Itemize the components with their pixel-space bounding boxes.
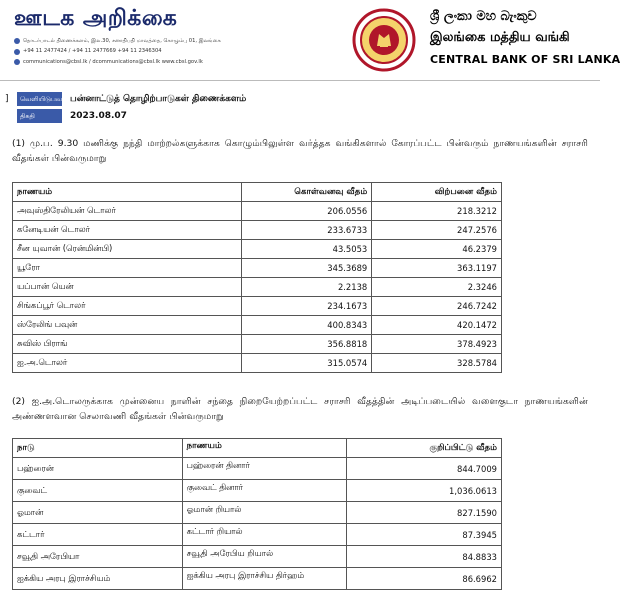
phone-icon — [14, 49, 20, 55]
selling-rate-cell: 420.1472 — [372, 316, 502, 335]
indicative-rate-cell: 86.6962 — [347, 568, 502, 590]
currency-cell: ஓமான் றியால் — [182, 502, 347, 524]
table-row — [13, 502, 502, 524]
table-row — [13, 278, 502, 297]
buying-rate-cell: 206.0556 — [242, 202, 372, 221]
currency-cell: சிங்கப்பூர் டொலர் — [13, 297, 242, 316]
buying-rate-cell: 2.2138 — [242, 278, 372, 297]
selling-rate-cell: 246.7242 — [372, 297, 502, 316]
bank-name-tamil: இலங்கை மத்திய வங்கி — [430, 30, 570, 45]
cbsl-seal-icon — [349, 8, 419, 72]
bracket-mark: ] — [5, 94, 9, 104]
selling-rate-cell: 46.2379 — [372, 240, 502, 259]
currency-cell: கட்டார் றியால் — [182, 524, 347, 546]
email-icon — [14, 59, 20, 65]
country-cell: சவூதி அரேபியா — [13, 546, 183, 568]
indicative-rate-cell: 1,036.0613 — [347, 480, 502, 502]
table-header-row — [13, 439, 502, 458]
col-country: நாடு — [13, 439, 183, 458]
contact-address: தொடர்பாடல் திணைக்களம், இல.30, சனாதிபதி மாவத்தை, கொழும்பு 01, இலங்கை — [14, 36, 221, 46]
buying-rate-cell: 315.0574 — [242, 354, 372, 373]
table-row — [13, 240, 502, 259]
table-row — [13, 259, 502, 278]
country-cell: பஹ்ரைன் — [13, 458, 183, 480]
contact-phone: +94 11 2477424 / +94 11 2477669 +94 11 2346304 — [14, 46, 221, 56]
currency-cell: யூரோ — [13, 259, 242, 278]
col-buying-rate: கொள்வனவு வீதம் — [242, 183, 372, 202]
table-row — [13, 335, 502, 354]
table-row — [13, 316, 502, 335]
section2-intro: (2) ஐ.அ.டொலருக்காக முன்னைய நாளின் சந்தை நிறையேற்றப்பட்ட சராசரி வீதத்தின் அடிப்படையில் வளைகுடா நாணயங்களின் அண்ணளவான செலாவணி வீதங்கள் பின்வருமாறு — [12, 396, 588, 422]
indicative-rate-cell: 844.7009 — [347, 458, 502, 480]
table-row — [13, 480, 502, 502]
section1-intro: (1) மு.ப. 9.30 மணிக்கு நந்தி மாற்றல்களுக்காக கொழும்பிலுள்ள வர்த்தக வங்கிகளால் கோரப்பட்ட பின்வரும் நாணயங்களின் சராசரி வீதங்கள் பின்வருமாறு — [12, 138, 588, 164]
exchange-rates-table — [12, 182, 502, 373]
country-cell: கட்டார் — [13, 524, 183, 546]
table-row — [13, 524, 502, 546]
currency-cell: சீன யுவான் (ரென்மின்பி) — [13, 240, 242, 259]
issued-by-value: பன்னாட்டுத் தொழிற்பாடுகள் திணைக்களம் — [70, 93, 247, 104]
buying-rate-cell: 233.6733 — [242, 221, 372, 240]
currency-cell: ஐ.அ.டொலர் — [13, 354, 242, 373]
date-label: திகதி — [17, 109, 62, 123]
buying-rate-cell: 234.1673 — [242, 297, 372, 316]
currency-cell: யப்பான் யென் — [13, 278, 242, 297]
selling-rate-cell: 2.3246 — [372, 278, 502, 297]
table-row — [13, 546, 502, 568]
date-row — [17, 108, 246, 124]
table-header-row — [13, 183, 502, 202]
location-icon — [14, 38, 20, 44]
contact-email[interactable]: communications@cbsl.lk / dcommunications@cbsl.lk www.cbsl.gov.lk — [14, 57, 221, 67]
table-row — [13, 202, 502, 221]
currency-cell: ஐக்கிய அரபு இராச்சிய திர்ஹம் — [182, 568, 347, 590]
country-cell: குவைட் — [13, 480, 183, 502]
bank-name-english: CENTRAL BANK OF SRI LANKA — [430, 53, 620, 66]
selling-rate-cell: 363.1197 — [372, 259, 502, 278]
indicative-rate-cell: 84.8833 — [347, 546, 502, 568]
table-row — [13, 297, 502, 316]
currency-cell: கனேடியன் டொலர் — [13, 221, 242, 240]
indicative-rate-cell: 827.1590 — [347, 502, 502, 524]
col-currency: நாணயம் — [182, 439, 347, 458]
bank-name-sinhala: ශ්‍රී ලංකා මහ බැංකුව — [430, 9, 537, 24]
table-row — [13, 354, 502, 373]
release-meta — [17, 91, 246, 125]
issued-by-label: வெளியிடுபவர் — [17, 92, 62, 106]
col-indicative-rate: குறிப்பிட்டு வீதம் — [347, 439, 502, 458]
selling-rate-cell: 378.4923 — [372, 335, 502, 354]
country-cell: ஓமான் — [13, 502, 183, 524]
buying-rate-cell: 400.8343 — [242, 316, 372, 335]
contact-info — [14, 36, 221, 67]
col-selling-rate: விற்பனை வீதம் — [372, 183, 502, 202]
currency-cell: பஹ்ரைன் தினார் — [182, 458, 347, 480]
header-divider — [0, 80, 600, 81]
issued-by-row — [17, 91, 246, 107]
gulf-rates-table — [12, 438, 502, 590]
selling-rate-cell: 247.2576 — [372, 221, 502, 240]
currency-cell: சவூதி அரேபிய றியால் — [182, 546, 347, 568]
buying-rate-cell: 345.3689 — [242, 259, 372, 278]
table-row — [13, 221, 502, 240]
col-currency: நாணயம் — [13, 183, 242, 202]
table-row — [13, 568, 502, 590]
currency-cell: ஸ்ரேலிங் பவுன் — [13, 316, 242, 335]
currency-cell: அவுஸ்திரேலியன் டொலர் — [13, 202, 242, 221]
currency-cell: குவைட் தினார் — [182, 480, 347, 502]
selling-rate-cell: 328.5784 — [372, 354, 502, 373]
press-release-title: ஊடக அறிக்கை — [14, 6, 178, 31]
currency-cell: சுவிஸ் பிராங் — [13, 335, 242, 354]
table-row — [13, 458, 502, 480]
date-value: 2023.08.07 — [70, 111, 127, 121]
selling-rate-cell: 218.3212 — [372, 202, 502, 221]
page-header — [0, 0, 620, 78]
buying-rate-cell: 356.8818 — [242, 335, 372, 354]
country-cell: ஐக்கிய அரபு இராச்சியம் — [13, 568, 183, 590]
buying-rate-cell: 43.5053 — [242, 240, 372, 259]
indicative-rate-cell: 87.3945 — [347, 524, 502, 546]
